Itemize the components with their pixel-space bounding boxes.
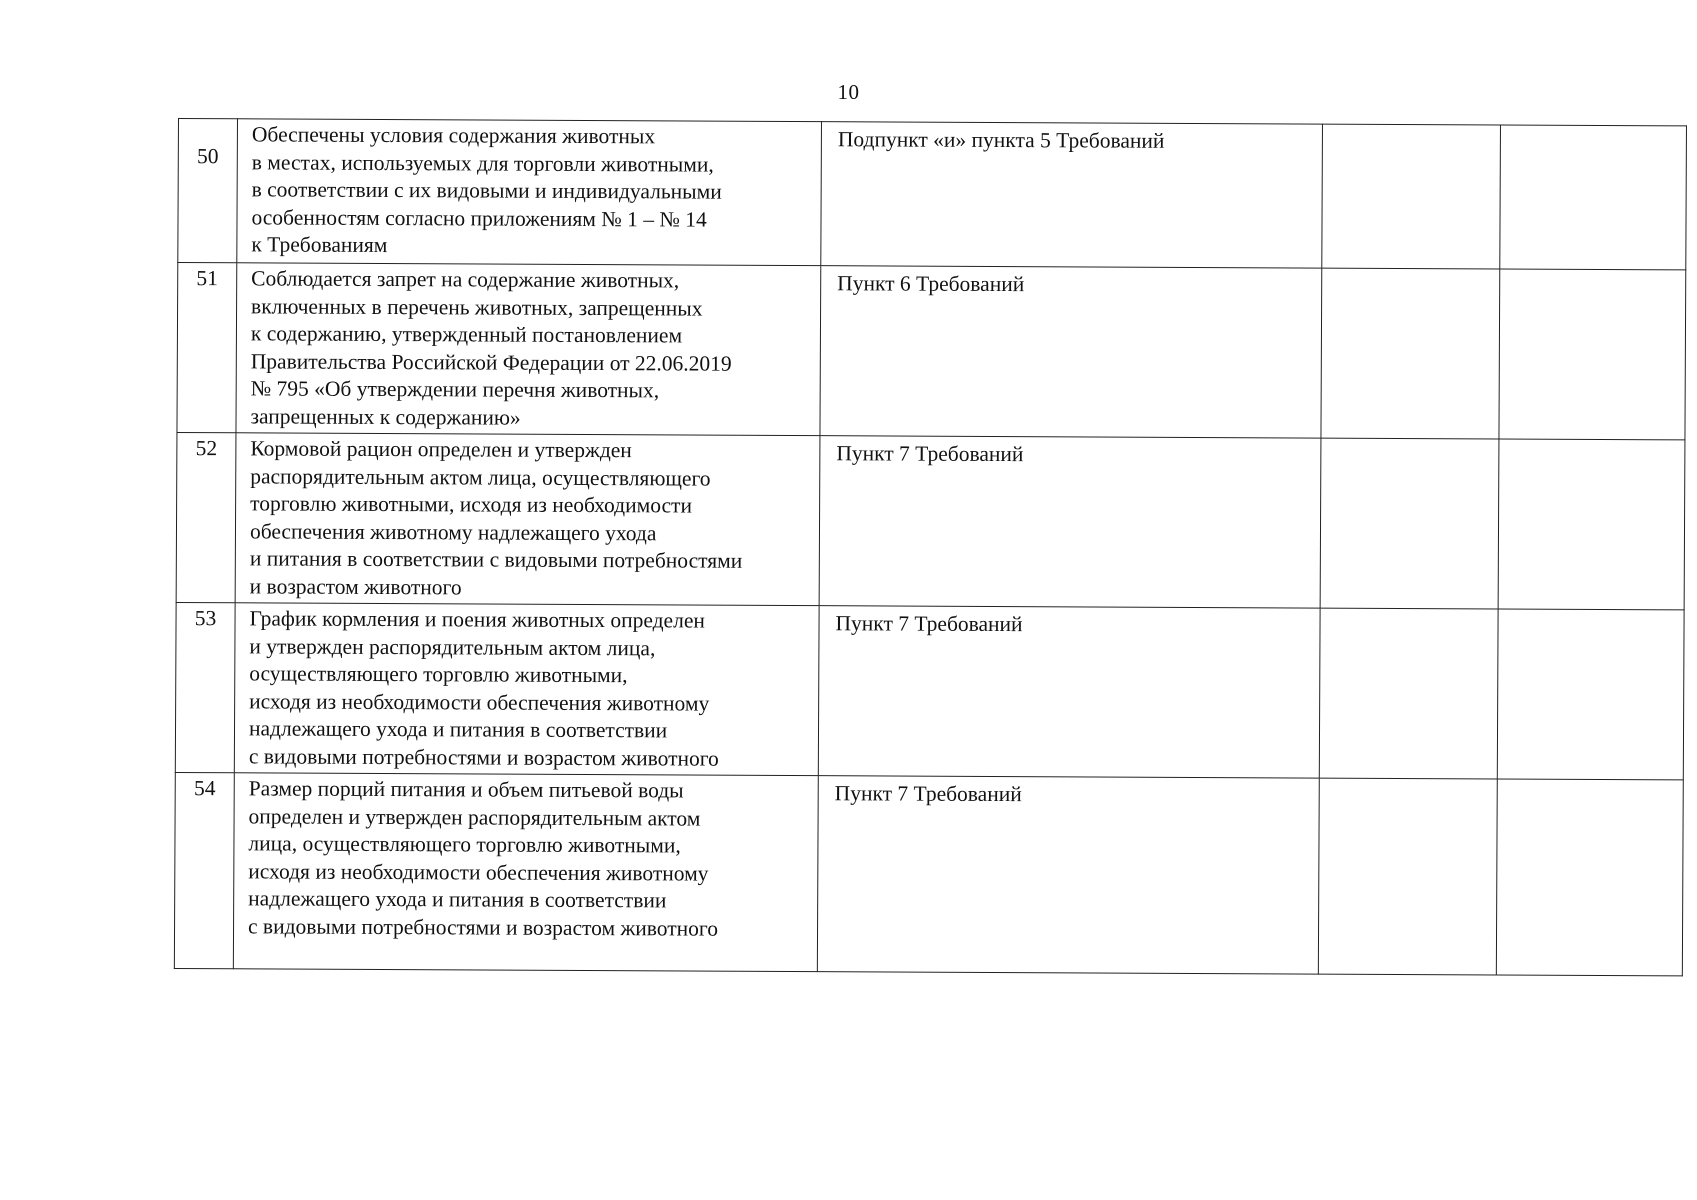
note-cell (1499, 269, 1686, 440)
row-number: 54 (174, 772, 234, 968)
requirement-text: Кормовой рацион определен и утвержден распорядительным актом лица, осуществляющего торговлю животными, исходя из необходимости обеспечения животному надлежащего ухода и питания в соответствии с видовыми потребностями и возрастом животного (235, 433, 820, 606)
note-cell (1496, 779, 1683, 976)
page-number: 10 (837, 80, 860, 104)
legal-reference: Пункт 7 Требований (818, 606, 1320, 778)
answer-cell (1319, 608, 1498, 779)
note-cell (1498, 439, 1685, 610)
table-row (176, 432, 1685, 609)
row-number: 51 (177, 263, 237, 433)
table-row (178, 119, 1687, 270)
checklist-sheet (174, 118, 1686, 976)
answer-cell (1321, 268, 1500, 439)
row-number: 52 (176, 432, 236, 602)
row-number: 50 (178, 119, 238, 263)
requirement-text: Обеспечены условия содержания животных в местах, используемых для торговли животными, в соответствии с их видовыми и индивидуальными особенностям согласно приложениям № 1 – № 14 к Требованиям (237, 119, 822, 266)
legal-reference: Подпункт «и» пункта 5 Требований (821, 122, 1323, 268)
table-row (177, 263, 1686, 440)
legal-reference: Пункт 6 Требований (820, 266, 1322, 438)
row-number: 53 (175, 602, 235, 772)
legal-reference: Пункт 7 Требований (819, 436, 1321, 608)
answer-cell (1318, 778, 1497, 975)
requirement-text: Размер порций питания и объем питьевой воды определен и утвержден распорядительным актом лица, осуществляющего торговлю животными, исходя из необходимости обеспечения животному надлежащего ухода и питания в соответствии с видовыми потребностями и возрастом животного (233, 773, 818, 972)
requirement-text: Соблюдается запрет на содержание животных, включенных в перечень животных, запрещенных к содержанию, утвержденный постановлением Правительства Российской Федерации от 22.06.2019 № 795 «Об утверждении перечня животных, запрещенных к содержанию» (236, 263, 821, 436)
table-row (175, 602, 1684, 779)
checklist-table (174, 118, 1687, 976)
requirement-text: График кормления и поения животных определен и утвержден распорядительным актом лица, осуществляющего торговлю животными, исходя из необходимости обеспечения животному надлежащего ухода и питания в соответствии с видовыми потребностями и возрастом животного (234, 603, 819, 776)
note-cell (1500, 125, 1687, 270)
table-row (174, 772, 1683, 975)
answer-cell (1320, 438, 1499, 609)
answer-cell (1322, 124, 1501, 269)
legal-reference: Пункт 7 Требований (817, 776, 1319, 974)
note-cell (1497, 609, 1684, 780)
